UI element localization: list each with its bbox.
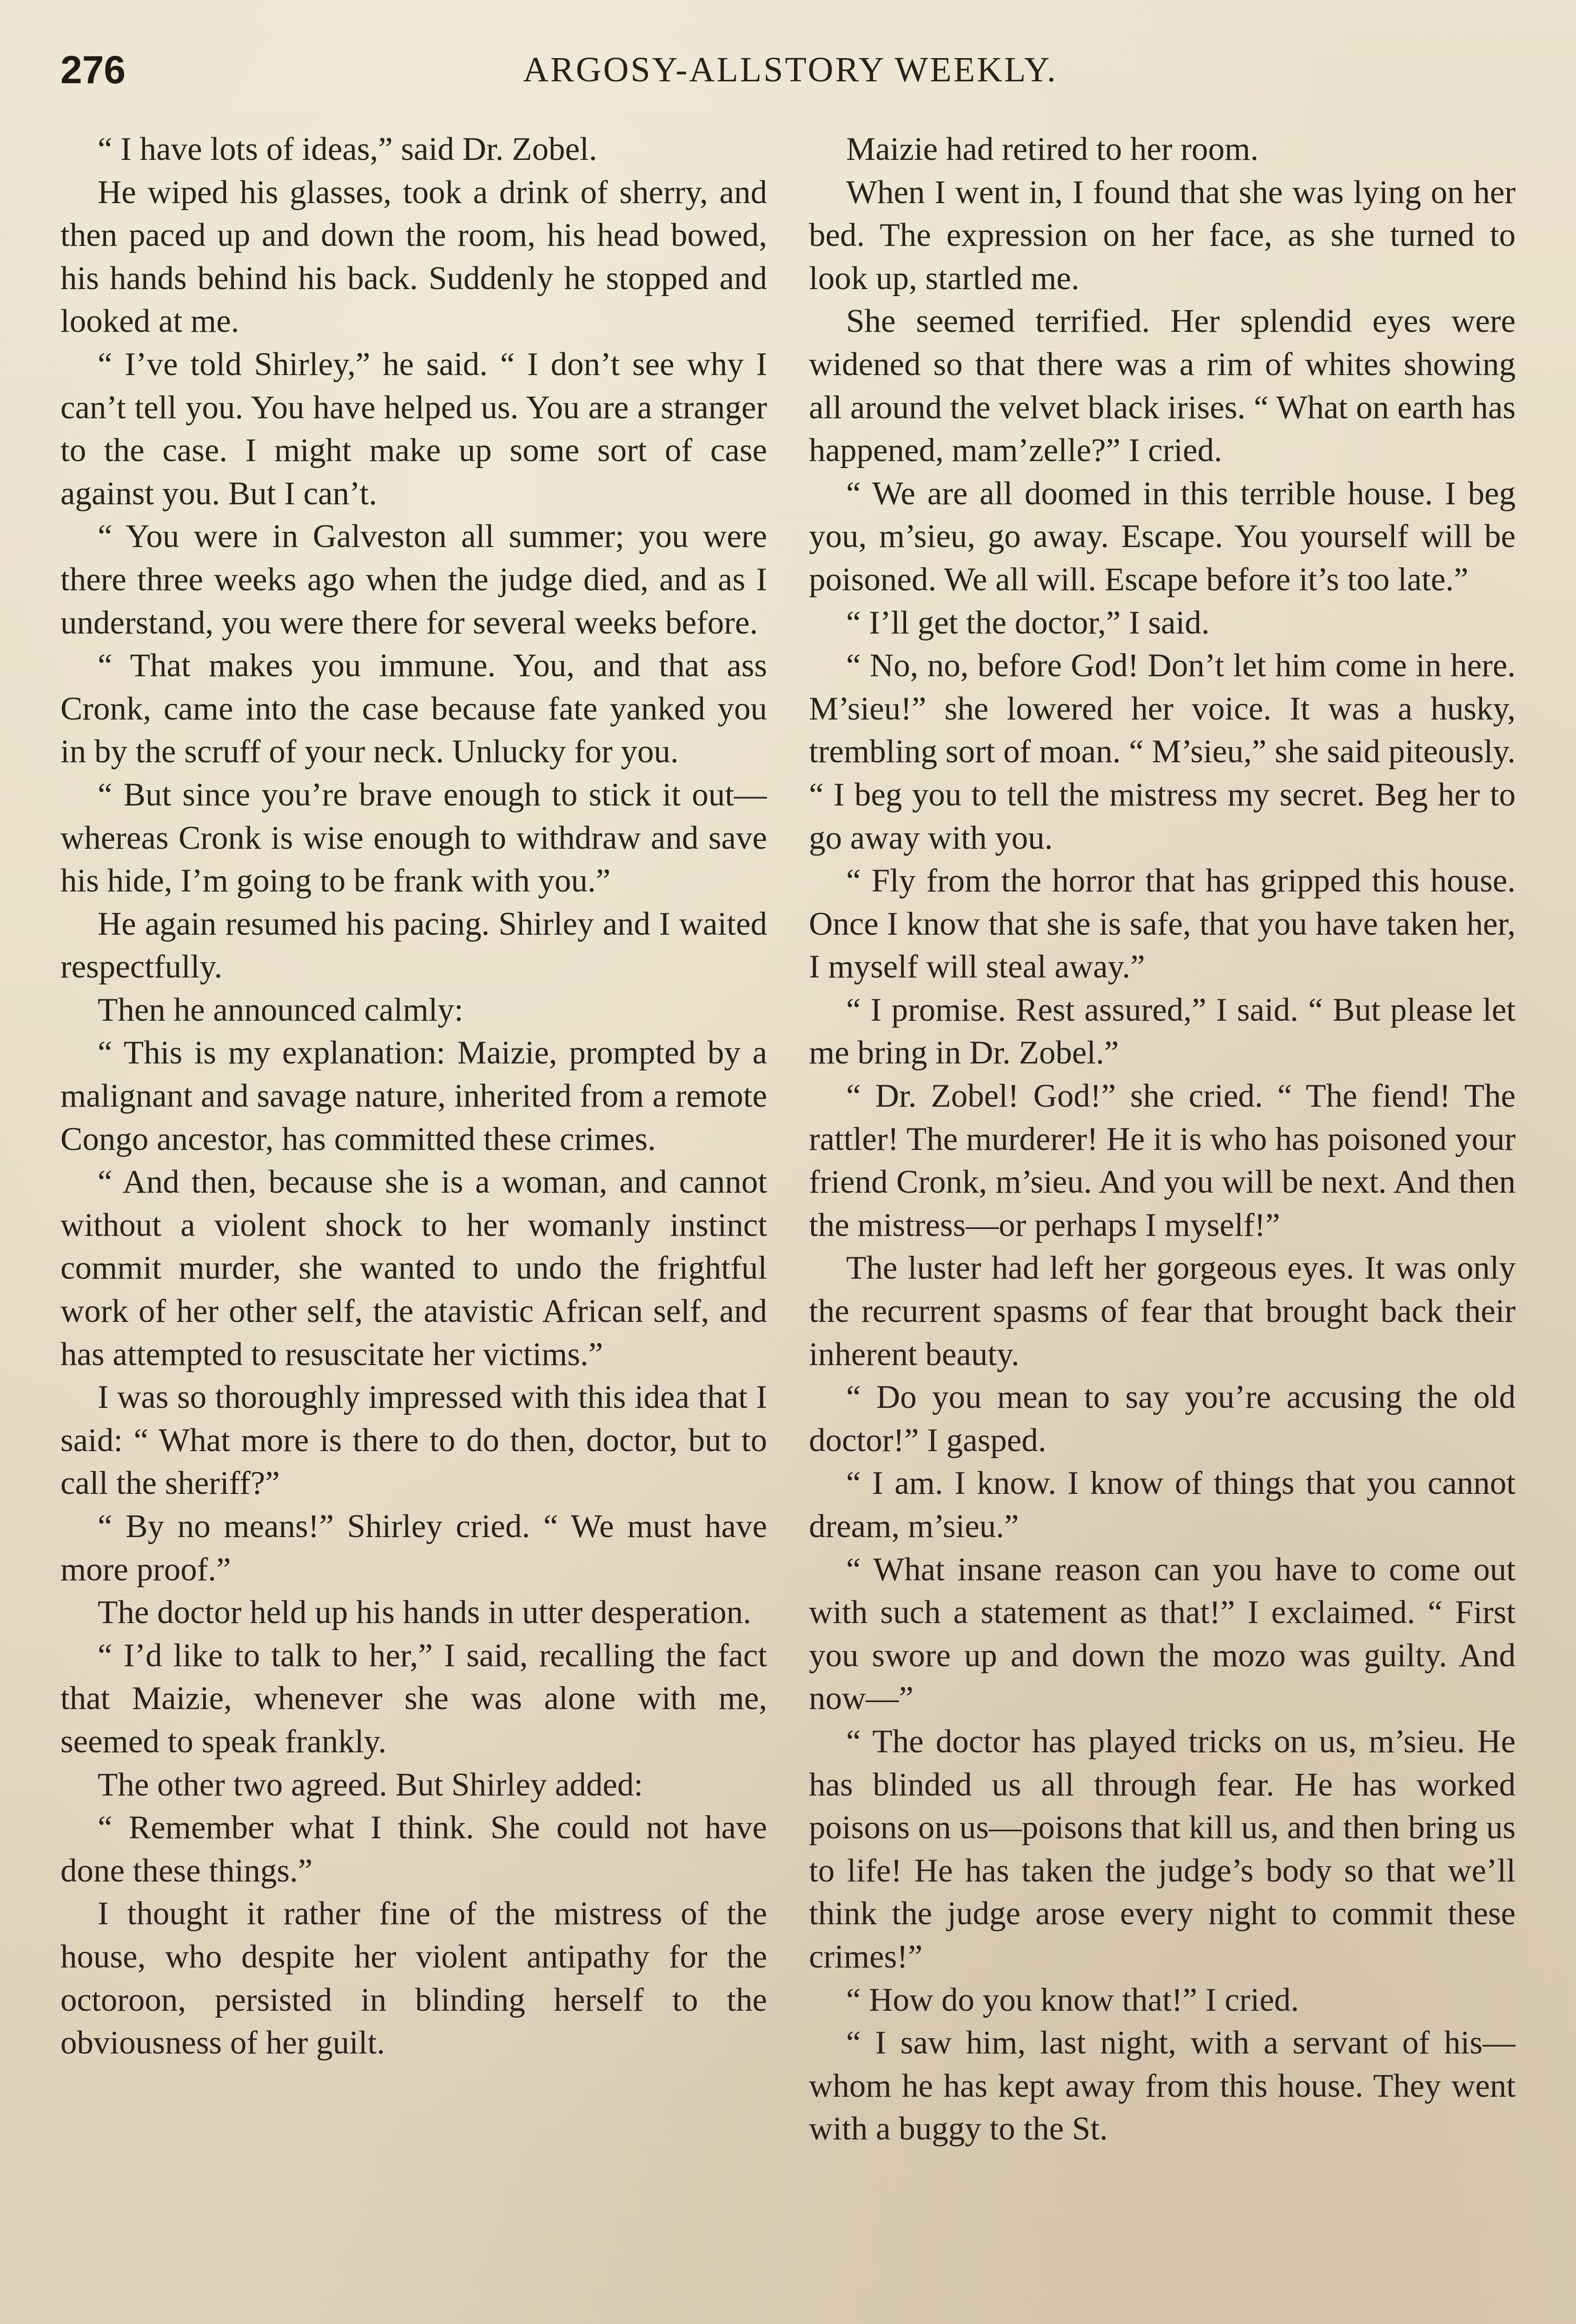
paragraph: “ This is my explanation: Maizie, prompted by a malignant and savage nature, inherited from a remote Congo ancestor, has committed these crimes. [60, 1035, 767, 1157]
left-column [60, 128, 767, 2324]
page-number: 276 [60, 48, 126, 92]
paragraph: Maizie had retired to her room. [846, 131, 1259, 167]
paragraph: “ Do you mean to say you’re accusing the old doctor!” I gasped. [809, 1379, 1516, 1459]
paragraph: “ I saw him, last night, with a servant of his—whom he has kept away from this house. They went with a buggy to the St. [809, 2025, 1516, 2147]
right-column [809, 128, 1516, 2324]
paragraph: When I went in, I found that she was lying on her bed. The expression on her face, as she turned to look up, startled me. [809, 174, 1516, 297]
paragraph: “ Fly from the horror that has gripped this house. Once I know that she is safe, that you have taken her, I myself will steal away.” [809, 863, 1516, 985]
paragraph: “ We are all doomed in this terrible house. I beg you, m’sieu, go away. Escape. You yourself will be poisoned. We all will. Escape before it’s too late.” [809, 475, 1516, 598]
running-title: ARGOSY-ALLSTORY WEEKLY. [523, 50, 1058, 89]
paragraph: She seemed terrified. Her splendid eyes were widened so that there was a rim of whites showing all around the velvet black irises. “ What on earth has happened, mam’zelle?” I cried. [809, 303, 1516, 469]
paragraph: He wiped his glasses, took a drink of sherry, and then paced up and down the room, his head bowed, his hands behind his back. Suddenly he stopped and looked at me. [60, 174, 767, 340]
paragraph: “ I’ll get the doctor,” I said. [846, 604, 1210, 641]
paragraph: “ And then, because she is a woman, and cannot without a violent shock to her womanly instinct commit murder, she wanted to undo the frightful work of her other self, the atavistic African self, and has attempted to resuscitate her victims.” [60, 1164, 767, 1373]
paragraph: “ I’ve told Shirley,” he said. “ I don’t see why I can’t tell you. You have helped us. You are a stranger to the case. I might make up some sort of case against you. But I can’t. [60, 346, 767, 512]
paragraph: “ The doctor has played tricks on us, m’sieu. He has blinded us all through fear. He has worked poisons on us—poisons that kill us, and then bring us to life! He has taken the judge’s body so that we’ll think the judge arose every night to commit these crimes!” [809, 1723, 1516, 1975]
paragraph: The luster had left her gorgeous eyes. It was only the recurrent spasms of fear that brought back their inherent beauty. [809, 1250, 1516, 1373]
paragraph: “ I promise. Rest assured,” I said. “ But please let me bring in Dr. Zobel.” [809, 991, 1516, 1071]
page-header [60, 44, 1520, 95]
paragraph: “ Dr. Zobel! God!” she cried. “ The fiend! The rattler! The murderer! He it is who has poisoned your friend Cronk, m’sieu. And you will be next. And then the mistress—or perhaps I myself!” [809, 1078, 1516, 1243]
paragraph: “ I have lots of ideas,” said Dr. Zobel. [98, 131, 597, 167]
paragraph: “ You were in Galveston all summer; you were there three weeks ago when the judge died, and as I understand, you were there for several weeks before. [60, 518, 767, 641]
paragraph: The other two agreed. But Shirley added: [98, 1766, 643, 1803]
paragraph: I thought it rather fine of the mistress of the house, who despite her violent antipathy for the octoroon, persisted in blinding herself to the obviousness of her guilt. [60, 1895, 767, 2061]
paragraph: “ That makes you immune. You, and that ass Cronk, came into the case because fate yanked you in by the scruff of your neck. Unlucky for you. [60, 647, 767, 770]
paragraph: “ What insane reason can you have to come out with such a statement as that!” I exclaimed. “ First you swore up and down the mozo was guilty. And now—” [809, 1551, 1516, 1717]
paragraph: “ But since you’re brave enough to stick it out—whereas Cronk is wise enough to withdraw and save his hide, I’m going to be frank with you.” [60, 776, 767, 899]
paragraph: Then he announced calmly: [98, 991, 464, 1028]
paragraph: He again resumed his pacing. Shirley and I waited respectfully. [60, 905, 767, 985]
paragraph: “ I’d like to talk to her,” I said, recalling the fact that Maizie, whenever she was alone with me, seemed to speak frankly. [60, 1637, 767, 1760]
paragraph: The doctor held up his hands in utter desperation. [98, 1594, 751, 1631]
paragraph: “ By no means!” Shirley cried. “ We must have more proof.” [60, 1508, 767, 1588]
text-columns [60, 128, 1520, 2324]
paragraph: “ Remember what I think. She could not have done these things.” [60, 1809, 767, 1889]
paragraph: “ No, no, before God! Don’t let him come in here. M’sieu!” she lowered her voice. It was a husky, trembling sort of moan. “ M’sieu,” she said piteously. “ I beg you to tell the mistress my secret. Beg her to go away with you. [809, 647, 1516, 856]
paragraph: “ How do you know that!” I cried. [846, 1981, 1299, 2018]
paragraph: “ I am. I know. I know of things that you cannot dream, m’sieu.” [809, 1465, 1516, 1545]
paragraph: I was so thoroughly impressed with this idea that I said: “ What more is there to do then, doctor, but to call the sheriff?” [60, 1379, 767, 1502]
